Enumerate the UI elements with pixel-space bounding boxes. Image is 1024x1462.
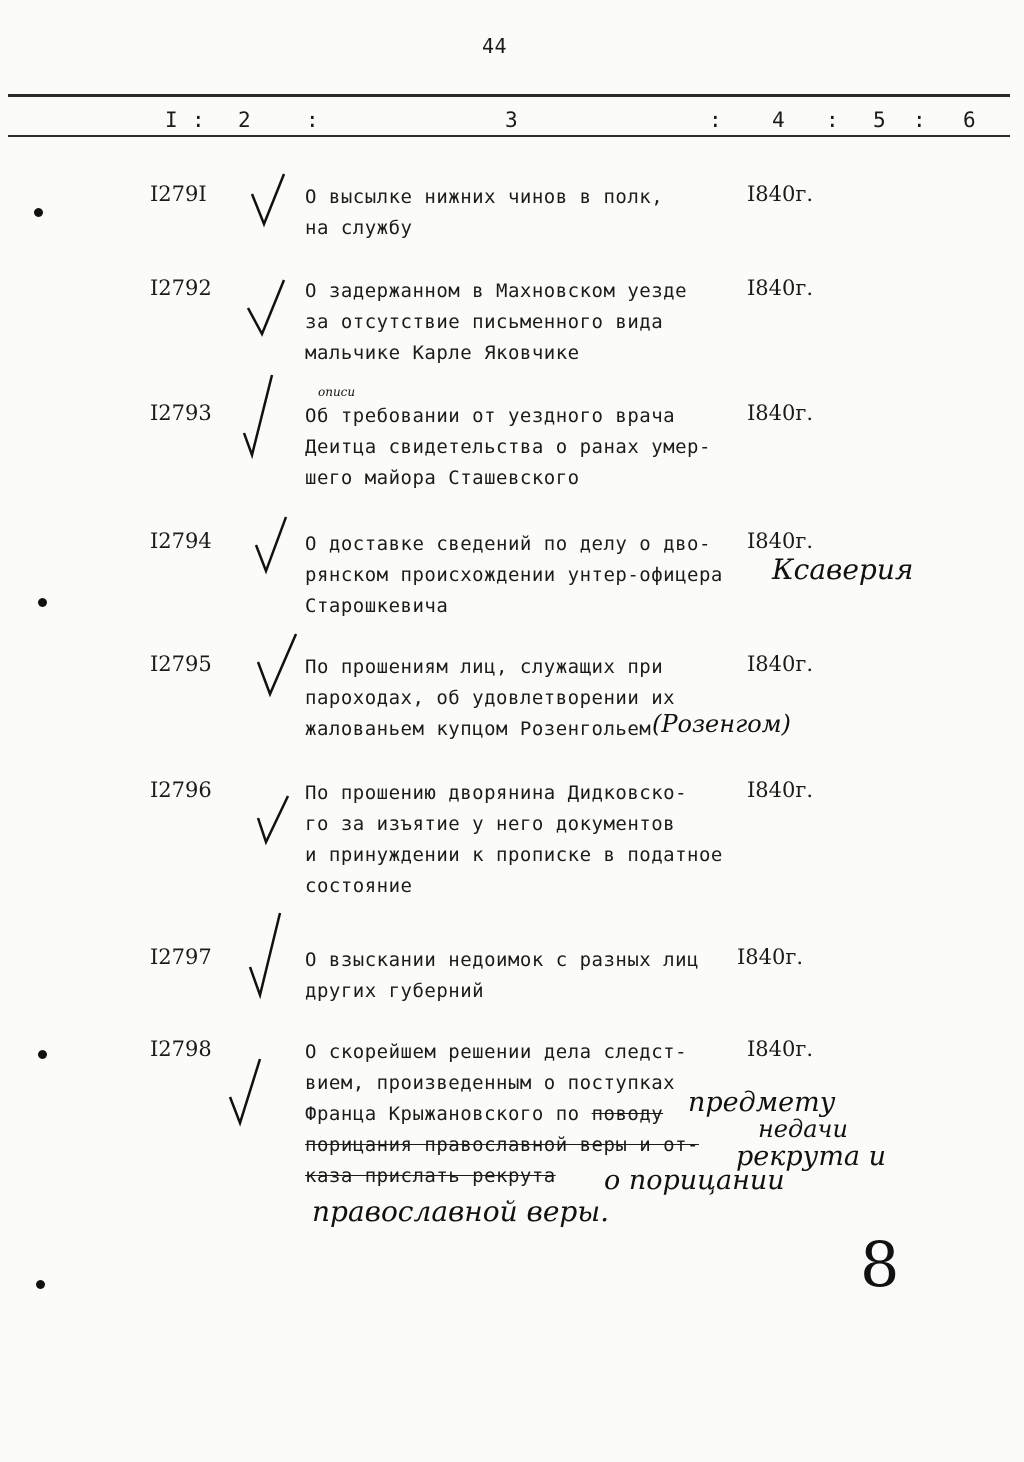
entry-id: I2797 <box>150 945 212 969</box>
check-mark-icon <box>254 632 302 702</box>
folio-number: 8 <box>860 1228 900 1301</box>
column-separator: : <box>709 108 723 132</box>
entry-id: I2794 <box>150 529 212 553</box>
column-header-6: 6 <box>963 108 977 132</box>
entry-year: I840г. <box>747 652 814 676</box>
column-header-1: I <box>165 108 179 132</box>
entry-description: О задержанном в Махновском уезде за отсутствие письменного вида мальчике Карле Яковчике <box>305 280 688 364</box>
entry-year: I840г. <box>747 276 814 300</box>
column-separator: : <box>826 108 840 132</box>
column-separator: : <box>306 108 320 132</box>
check-mark-icon <box>252 515 292 577</box>
column-header-3: 3 <box>505 108 519 132</box>
handwritten-note: о порицании <box>604 1165 785 1196</box>
entry-year: I840г. <box>737 945 804 969</box>
column-separator: : <box>192 108 206 132</box>
column-header-4: 4 <box>772 108 786 132</box>
handwritten-note: Ксаверия <box>772 553 914 586</box>
binder-hole-mark <box>38 598 47 607</box>
top-rule <box>8 94 1010 97</box>
check-mark-icon <box>244 278 288 340</box>
handwritten-note: рекрута и <box>736 1141 887 1172</box>
check-mark-icon <box>226 1057 266 1129</box>
entry-description: По прошению дворянина Дидковско- го за изъятие у него документов и принуждении к прописке в податное состояние <box>305 782 723 897</box>
check-mark-icon <box>246 911 286 1001</box>
handwritten-note: недачи <box>758 1115 848 1143</box>
binder-hole-mark <box>34 208 43 217</box>
entry-year: I840г. <box>747 1037 814 1061</box>
handwritten-note: предмету <box>688 1087 836 1118</box>
handwritten-note: описи <box>318 385 356 399</box>
entry-id: I2796 <box>150 778 212 802</box>
entry-description: О высылке нижних чинов в полк, на службу <box>305 186 664 239</box>
column-separator: : <box>913 108 927 132</box>
entry-id: I2793 <box>150 401 212 425</box>
entry-id: I2798 <box>150 1037 212 1061</box>
column-header-5: 5 <box>873 108 887 132</box>
handwritten-note: (Розенгом) <box>652 710 791 738</box>
check-mark-icon <box>238 373 278 463</box>
check-mark-icon <box>254 794 294 850</box>
entry-id: I2792 <box>150 276 212 300</box>
check-mark-icon <box>248 172 288 232</box>
entry-year: I840г. <box>747 778 814 802</box>
header-rule <box>8 135 1010 137</box>
column-header-2: 2 <box>238 108 252 132</box>
entry-description: О доставке сведений по делу о дво- рянском происхождении унтер-офицера Старошкевича <box>305 533 723 617</box>
entry-id: I2795 <box>150 652 212 676</box>
entry-description: О взыскании недоимок с разных лиц других губерний <box>305 949 699 1002</box>
entry-year: I840г. <box>747 182 814 206</box>
entry-year: I840г. <box>747 529 814 553</box>
entry-id: I279I <box>150 182 207 206</box>
entry-description: Об требовании от уездного врача Деитца свидетельства о ранах умер- шего майора Сташевского <box>305 405 711 489</box>
handwritten-note: православной веры. <box>312 1195 610 1228</box>
page-number: 44 <box>482 34 508 58</box>
binder-hole-mark <box>38 1050 47 1059</box>
entry-year: I840г. <box>747 401 814 425</box>
entry-description: По прошениям лиц, служащих при пароходах, об удовлетворении их жалованьем купцом Розенгольем <box>305 656 676 740</box>
entry-description: О скорейшем решении дела следст- вием, произведенным о поступках Франца Крыжановского по поводу порицания православной веры и от- каза прислать рекрута <box>305 1041 699 1187</box>
binder-hole-mark <box>36 1280 45 1289</box>
